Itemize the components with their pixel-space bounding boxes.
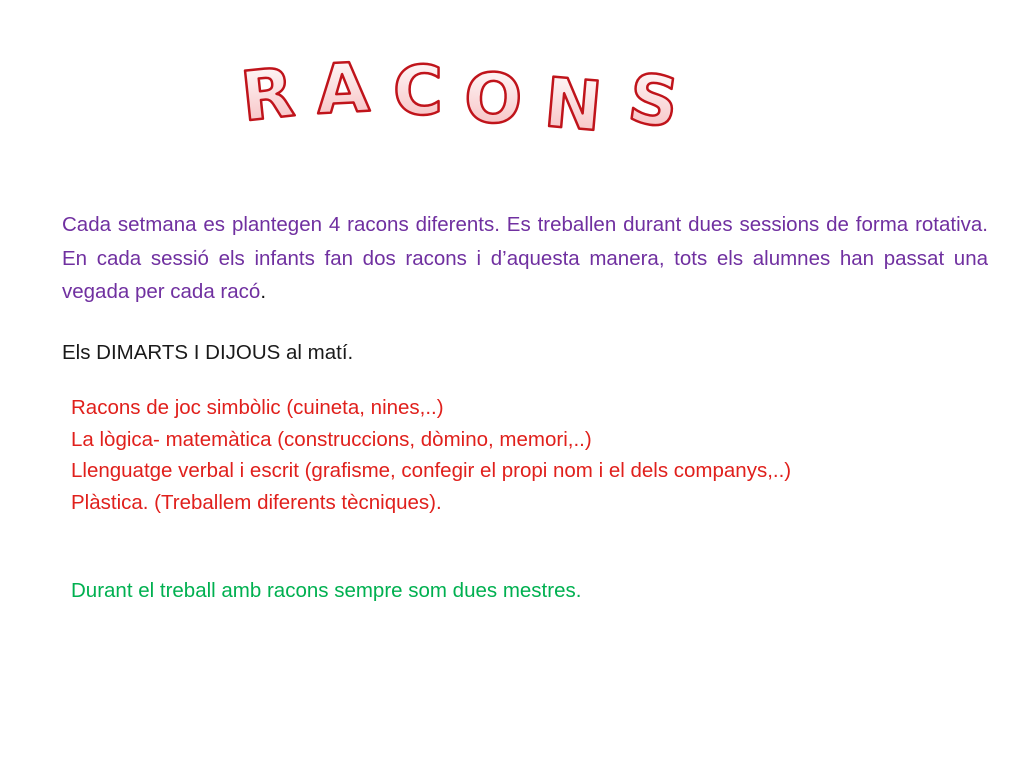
title-wordart <box>228 48 708 148</box>
title-letter: S <box>623 59 684 145</box>
corner-item: Plàstica. (Treballem diferents tècniques). <box>71 490 442 514</box>
intro-period: . <box>260 280 267 303</box>
title-letter: R <box>237 53 298 138</box>
corners-list <box>71 392 791 518</box>
corner-item: Racons de joc simbòlic (cuineta, nines,..) <box>71 396 444 419</box>
closing-note: Durant el treball amb racons sempre som dues mestres. <box>71 579 582 602</box>
title-letter: O <box>462 58 525 141</box>
title-letter: A <box>314 48 372 131</box>
intro-paragraph <box>62 208 988 309</box>
corner-item: La lògica- matemàtica (construccions, dòmino, memori,..) <box>71 427 592 451</box>
title-letter: C <box>393 52 443 131</box>
slide-title <box>228 48 708 148</box>
title-letter: N <box>541 63 606 148</box>
intro-text: Cada setmana es plantegen 4 racons diferents. Es treballen durant dues sessions de forma rotativa. En cada sessió els infants fan dos racons i d’aquesta manera, tots els alumnes han passat una vegada per cada racó <box>62 213 988 303</box>
corner-item: Llenguatge verbal i escrit (grafisme, confegir el propi nom i el dels companys,..) <box>71 459 792 482</box>
schedule-line: Els DIMARTS I DIJOUS al matí. <box>62 341 354 364</box>
